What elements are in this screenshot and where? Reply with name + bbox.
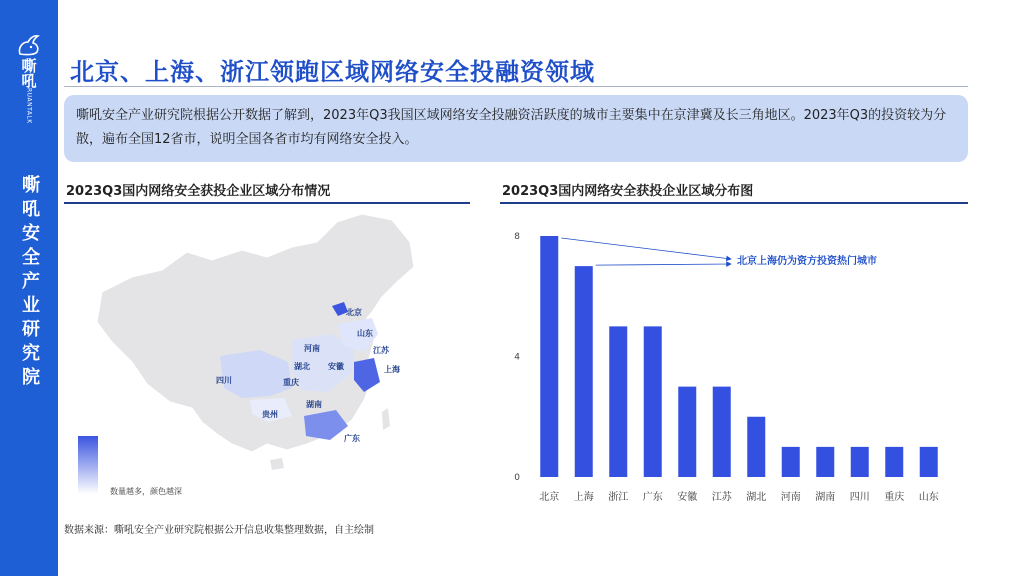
annotation-arrow-1: [561, 238, 731, 259]
bar-6: [747, 417, 765, 477]
bar-2: [609, 326, 627, 477]
x-category-label: 安徽: [677, 492, 698, 503]
annotation-arrow-2: [596, 264, 731, 265]
page-title: 北京、上海、浙江领跑区域网络安全投融资领域: [70, 58, 595, 86]
map-label-sichuan: 四川: [216, 376, 232, 385]
bar-10: [885, 447, 903, 477]
map-label-shanghai: 上海: [384, 365, 400, 374]
y-tick-label: 8: [514, 232, 520, 242]
map-label-henan: 河南: [304, 344, 320, 353]
bar-0: [540, 236, 558, 477]
sidebar: [0, 0, 58, 576]
map-legend-gradient: [78, 436, 98, 494]
bar-9: [851, 447, 869, 477]
brand-logo: [10, 34, 48, 124]
map-label-guizhou: 贵州: [262, 410, 278, 419]
chart-heading-underline: [500, 202, 968, 204]
map-label-chongqing: 重庆: [283, 378, 299, 387]
x-category-label: 山东: [918, 492, 939, 503]
map-label-anhui: 安徽: [328, 362, 344, 371]
hainan-island: [270, 458, 284, 470]
x-category-label: 重庆: [884, 492, 905, 503]
bar-4: [678, 387, 696, 477]
sidebar-vertical-title: 嘶吼安全产业研究院: [19, 175, 40, 391]
x-category-label: 江苏: [711, 492, 732, 503]
x-category-label: 四川: [849, 492, 870, 503]
x-category-label: 北京: [539, 492, 560, 503]
bar-11: [920, 447, 938, 477]
data-source-note: 数据来源：嘶吼安全产业研究院根据公开信息收集整理数据，自主绘制: [64, 525, 374, 536]
taiwan-island: [382, 408, 390, 430]
rabbit-logo-icon: [16, 34, 42, 56]
bar-3: [644, 326, 662, 477]
annotation-text: 北京上海仍为资方投资热门城市: [737, 256, 877, 267]
bar-chart: [500, 220, 970, 510]
y-tick-label: 4: [514, 352, 520, 363]
map-heading-underline: [64, 202, 470, 204]
x-category-label: 上海: [573, 492, 594, 503]
china-map: [92, 212, 442, 472]
chart-annotation: [561, 238, 877, 267]
map-label-jiangsu: 江苏: [373, 346, 389, 355]
x-category-label: 广东: [642, 492, 663, 503]
x-category-label: 湖北: [746, 492, 767, 503]
map-label-beijing: 北京: [346, 308, 362, 317]
logo-text-cn: 嘶吼: [19, 58, 38, 88]
china-map-svg: [92, 212, 442, 472]
logo-text-en: RUANTALK: [25, 88, 33, 124]
y-tick-label: 0: [514, 473, 520, 483]
map-label-guangdong: 广东: [344, 434, 360, 443]
map-label-hunan: 湖南: [306, 400, 322, 409]
chart-heading: 2023Q3国内网络安全获投企业区域分布图: [502, 184, 754, 199]
bar-8: [816, 447, 834, 477]
x-category-label: 湖南: [815, 492, 836, 503]
map-label-zhejiang: 浙江: [370, 395, 386, 404]
bar-7: [782, 447, 800, 477]
bar-5: [713, 387, 731, 477]
map-label-hubei: 湖北: [294, 362, 310, 371]
x-category-label: 浙江: [608, 492, 629, 503]
bar-1: [575, 266, 593, 477]
title-divider: [64, 86, 968, 87]
x-category-label: 河南: [780, 492, 801, 503]
summary-box: 嘶吼安全产业研究院根据公开数据了解到，2023年Q3我国区域网络安全投融资活跃度的城市主要集中在京津冀及长三角地区。2023年Q3的投资较为分散，遍布全国12省市，说明全国各省市均有网络安全投入。: [64, 95, 968, 162]
map-label-shandong: 山东: [357, 329, 373, 338]
map-legend-text: 数量越多，颜色越深: [110, 487, 182, 496]
map-heading: 2023Q3国内网络安全获投企业区域分布情况: [66, 184, 331, 199]
